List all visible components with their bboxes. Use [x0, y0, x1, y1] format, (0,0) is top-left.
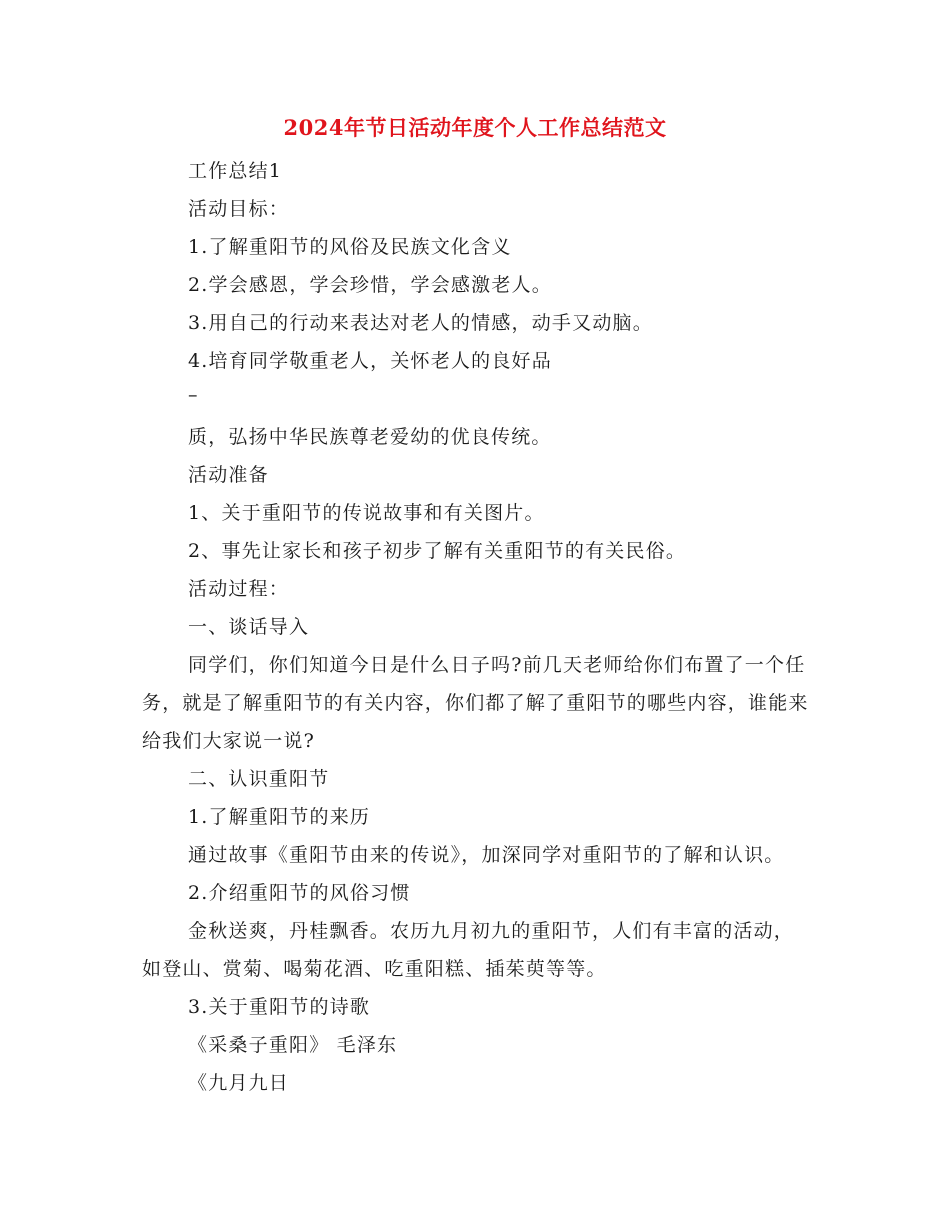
paragraph: 活动过程：: [188, 578, 290, 600]
document-body: [142, 152, 810, 1102]
paragraph: 活动准备: [188, 464, 269, 486]
paragraph: 2.介绍重阳节的风俗习惯: [188, 882, 411, 904]
paragraph: 工作总结1: [188, 160, 283, 182]
paragraph: 1.了解重阳节的风俗及民族文化含义: [188, 236, 512, 258]
paragraph: 3.用自己的行动来表达对老人的情感，动手又动脑。: [188, 312, 653, 334]
paragraph: 活动目标：: [188, 198, 290, 220]
paragraph: 金秋送爽，丹桂飘香。农历九月初九的重阳节，人们有丰富的活动，如登山、赏菊、喝菊花酒、吃重阳糕、插茱萸等等。: [142, 920, 795, 980]
paragraph: 1.了解重阳节的来历: [188, 806, 371, 828]
paragraph: 质，弘扬中华民族尊老爱幼的优良传统。: [188, 426, 552, 448]
paragraph: 3.关于重阳节的诗歌: [188, 996, 371, 1018]
document-title: 2024年节日活动年度个人工作总结范文: [283, 115, 667, 140]
paragraph: 《采桑子重阳》 毛泽东: [188, 1034, 398, 1056]
paragraph: 2.学会感恩，学会珍惜，学会感激老人。: [188, 274, 552, 296]
paragraph: 2、事先让家长和孩子初步了解有关重阳节的有关民俗。: [188, 540, 687, 562]
paragraph: 4.培育同学敬重老人，关怀老人的良好品: [188, 350, 552, 372]
paragraph: 二、认识重阳节: [188, 768, 330, 790]
paragraph: 同学们，你们知道今日是什么日子吗?前几天老师给你们布置了一个任务，就是了解重阳节的有关内容，你们都了解了重阳节的哪些内容，谁能来给我们大家说一说?: [142, 654, 809, 752]
page-break-dash: –: [188, 384, 199, 406]
paragraph: 一、谈话导入: [188, 616, 310, 638]
paragraph: 《九月九日: [188, 1072, 290, 1094]
paragraph: 通过故事《重阳节由来的传说》，加深同学对重阳节的了解和认识。: [188, 844, 785, 866]
paragraph: 1、关于重阳节的传说故事和有关图片。: [188, 502, 545, 524]
